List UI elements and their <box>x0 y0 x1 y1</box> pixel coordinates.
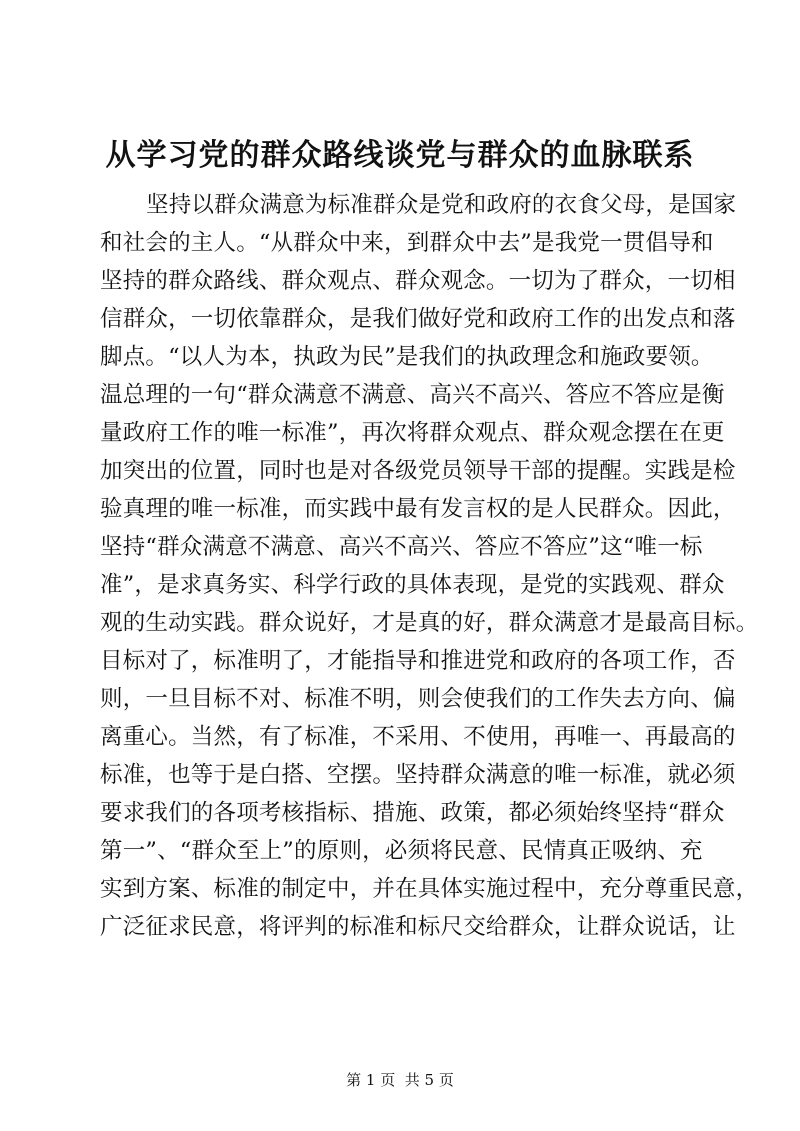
paragraph-line: 目标对了，标准明了，才能指导和推进党和政府的各项工作，否 <box>100 648 736 674</box>
paragraph-line: 要求我们的各项考核指标、措施、政策，都必须始终坚持“群众 <box>100 800 725 826</box>
paragraph-line: 验真理的唯一标准，而实践中最有发言权的是人民群众。因此， <box>100 496 736 522</box>
paragraph-line: 第一”、“群众至上”的原则，必须将民意、民情真正吸纳、充 <box>100 838 703 864</box>
paragraph-line: 坚持的群众路线、群众观点、群众观念。一切为了群众，一切相 <box>100 268 736 294</box>
paragraph-line: 广泛征求民意，将评判的标准和标尺交给群众，让群众说话，让 <box>100 914 736 940</box>
paragraph-line: 准”，是求真务实、科学行政的具体表现，是党的实践观、群众 <box>100 572 725 598</box>
document-title: 从学习党的群众路线谈党与群众的血脉联系 <box>105 138 695 173</box>
paragraph-line: 量政府工作的唯一标准”，再次将群众观点、群众观念摆在在更 <box>100 420 725 446</box>
paragraph-line: 信群众，一切依靠群众，是我们做好党和政府工作的出发点和落 <box>100 306 736 332</box>
page-footer: 第 1 页 共 5 页 <box>346 1071 454 1089</box>
paragraph-line: 离重心。当然，有了标准，不采用、不使用，再唯一、再最高的 <box>100 724 736 750</box>
paragraph-line: 坚持以群众满意为标准群众是党和政府的衣食父母，是国家 <box>146 192 737 218</box>
paragraph-line: 温总理的一句“群众满意不满意、高兴不高兴、答应不答应是衡 <box>100 382 725 408</box>
paragraph-line: 坚持“群众满意不满意、高兴不高兴、答应不答应”这“唯一标 <box>100 534 703 560</box>
paragraph-line: 脚点。“以人为本，执政为民”是我们的执政理念和施政要领。 <box>100 344 714 370</box>
body-paragraph <box>100 186 759 946</box>
paragraph-line: 观的生动实践。群众说好，才是真的好，群众满意才是最高目标。 <box>100 610 759 636</box>
paragraph-line: 加突出的位置，同时也是对各级党员领导干部的提醒。实践是检 <box>100 458 736 484</box>
paragraph-line: 和社会的主人。“从群众中来，到群众中去”是我党一贯倡导和 <box>100 230 714 256</box>
paragraph-line: 实到方案、标准的制定中，并在具体实施过程中，充分尊重民意， <box>100 876 759 902</box>
paragraph-line: 则，一旦目标不对、标准不明，则会使我们的工作失去方向、偏 <box>100 686 736 712</box>
paragraph-line: 标准，也等于是白搭、空摆。坚持群众满意的唯一标准，就必须 <box>100 762 736 788</box>
